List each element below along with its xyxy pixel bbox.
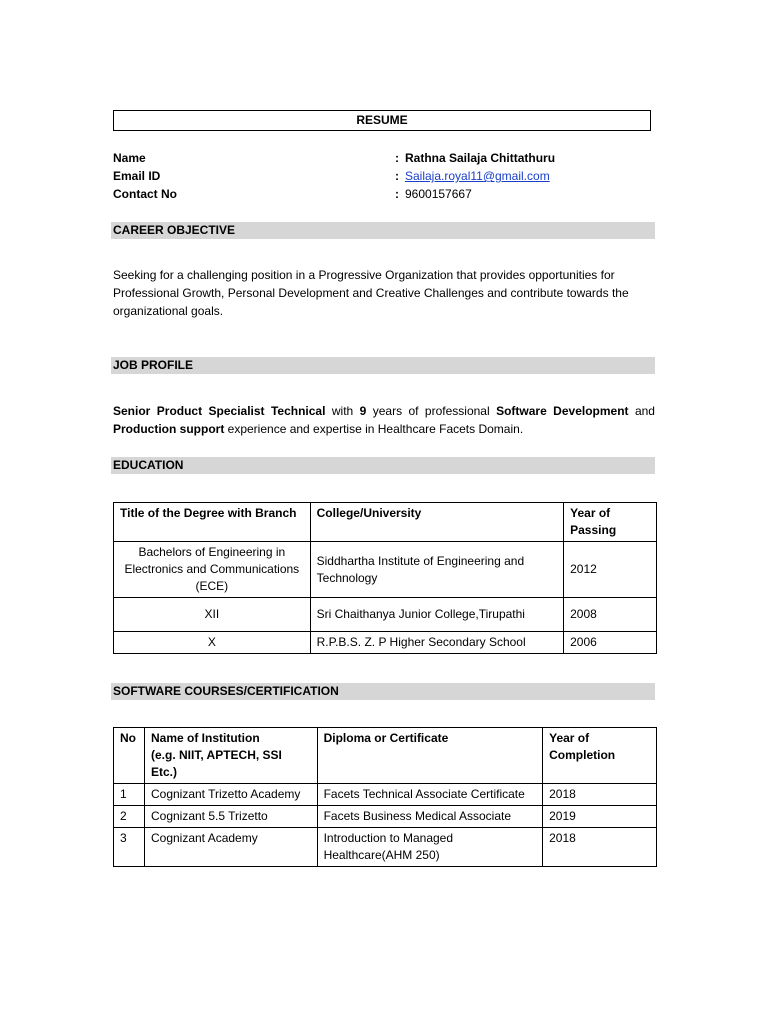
name-value: Rathna Sailaja Chittathuru [405, 151, 556, 165]
table-header: College/University [310, 503, 563, 542]
job-title: Senior Product Specialist Technical [113, 404, 326, 418]
table-cell: XII [114, 598, 311, 632]
table-cell: Facets Technical Associate Certificate [317, 784, 543, 806]
skill-production-support: Production support [113, 422, 225, 436]
table-row [114, 784, 657, 806]
table-cell: R.P.B.S. Z. P Higher Secondary School [310, 632, 563, 654]
resume-title: RESUME [113, 110, 651, 131]
contact-row [113, 185, 653, 203]
career-objective-text: Seeking for a challenging position in a Progressive Organization that provides opportunities for Professional Growth, Personal Development and Creative Challenges and contribute towards the organizational goals. [113, 268, 629, 318]
table-header-row [114, 503, 657, 542]
contact-label: Contact No [113, 187, 177, 201]
job-text-1: with [325, 404, 360, 418]
email-row [113, 167, 653, 185]
job-profile-heading: JOB PROFILE [111, 357, 655, 374]
name-colon: : [395, 151, 399, 165]
table-cell: 2018 [543, 784, 657, 806]
name-label: Name [113, 151, 146, 165]
table-header: Year of Passing [564, 503, 657, 542]
contact-colon: : [395, 187, 399, 201]
career-objective-heading: CAREER OBJECTIVE [111, 222, 655, 239]
table-cell: Facets Business Medical Associate [317, 806, 543, 828]
table-header-row [114, 728, 657, 784]
education-heading: EDUCATION [111, 457, 655, 474]
table-cell: 2 [114, 806, 145, 828]
table-row [114, 632, 657, 654]
job-text-3: and [628, 404, 655, 418]
table-header: Title of the Degree with Branch [114, 503, 311, 542]
table-cell: 3 [114, 828, 145, 867]
table-row [114, 598, 657, 632]
header-line: Name of Institution [150, 731, 260, 745]
table-cell: 2006 [564, 632, 657, 654]
header-line: (e.g. NIIT, APTECH, SSI Etc.) [150, 748, 282, 779]
table-cell: 2019 [543, 806, 657, 828]
courses-heading: SOFTWARE COURSES/CERTIFICATION [111, 683, 655, 700]
table-cell: Cognizant 5.5 Trizetto [144, 806, 317, 828]
skill-software-development: Software Development [496, 404, 629, 418]
table-cell: 2012 [564, 542, 657, 598]
table-cell: 2008 [564, 598, 657, 632]
job-profile-text [113, 402, 655, 438]
email-label: Email ID [113, 169, 161, 183]
table-header: Year of Completion [543, 728, 657, 784]
email-link[interactable]: Sailaja.royal11@gmail.com [405, 169, 550, 183]
table-cell: Introduction to Managed Healthcare(AHM 250) [317, 828, 543, 867]
job-text-2: years of professional [366, 404, 497, 418]
table-row [114, 828, 657, 867]
job-text-4: experience and expertise in Healthcare Facets Domain. [224, 422, 524, 436]
courses-table [113, 727, 657, 867]
personal-info [113, 149, 653, 203]
table-cell: X [114, 632, 311, 654]
contact-value: 9600157667 [405, 187, 472, 201]
table-header: Diploma or Certificate [317, 728, 543, 784]
table-row [114, 806, 657, 828]
years-experience: 9 [359, 404, 367, 418]
table-cell: Siddhartha Institute of Engineering and Technology [310, 542, 563, 598]
email-colon: : [395, 169, 399, 183]
table-header: No [114, 728, 145, 784]
table-header-institution [144, 728, 317, 784]
table-cell: Sri Chaithanya Junior College,Tirupathi [310, 598, 563, 632]
table-row [114, 542, 657, 598]
table-cell: Bachelors of Engineering in Electronics and Communications (ECE) [114, 542, 311, 598]
table-cell: 2018 [543, 828, 657, 867]
name-row [113, 149, 653, 167]
table-cell: 1 [114, 784, 145, 806]
table-cell: Cognizant Academy [144, 828, 317, 867]
education-table [113, 502, 657, 654]
table-cell: Cognizant Trizetto Academy [144, 784, 317, 806]
